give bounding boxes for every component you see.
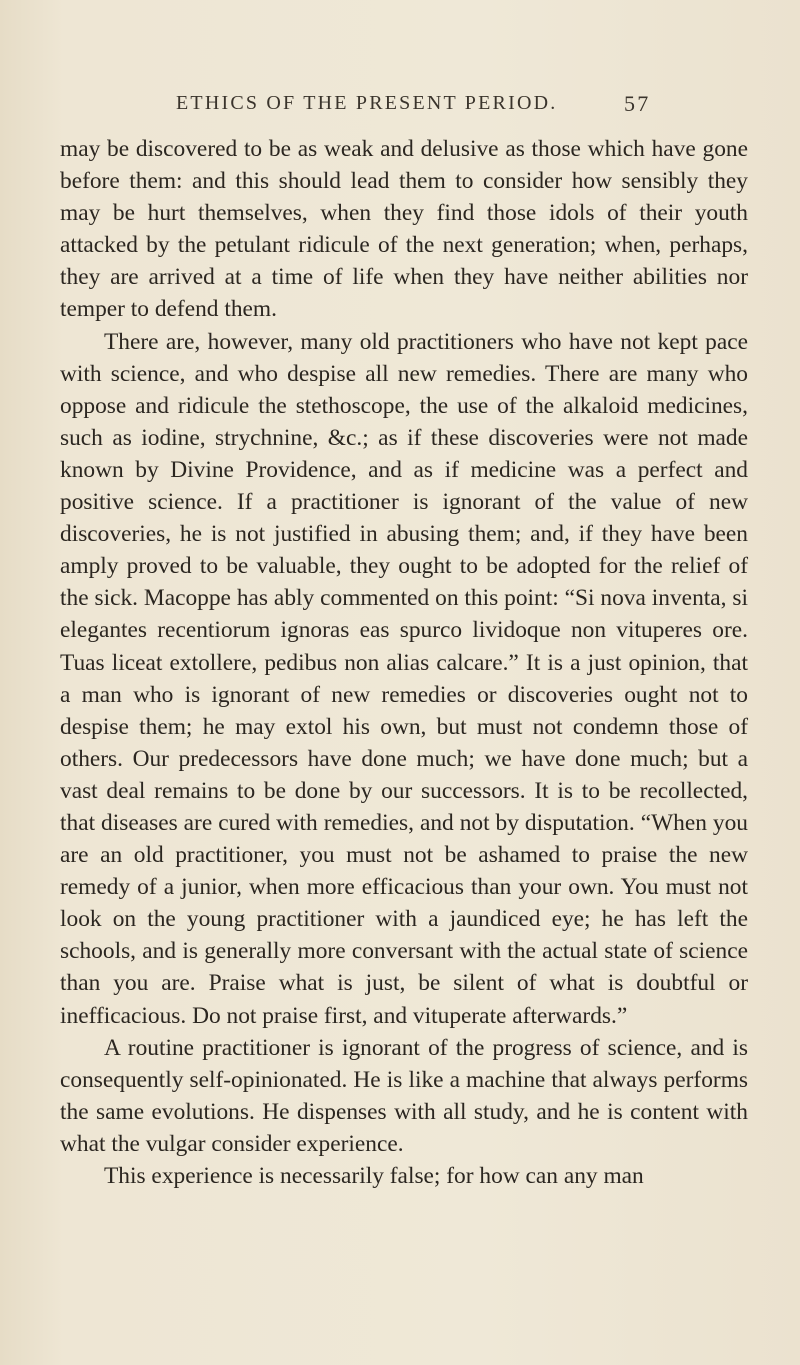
paragraph-4: This experience is necessarily false; for how can any man: [104, 1163, 644, 1189]
running-title: ETHICS OF THE PRESENT PERIOD.: [176, 92, 558, 114]
page-number: 57: [624, 91, 651, 116]
paragraph-1: may be discovered to be as weak and delusive as those which have gone before them: and this should lead them to consider how sensibly they may be hurt themselves, when they find those idols of their youth attacked by the petulant ridicule of the next generation; when, perhaps, they are arrived at a time of life when they have neither abilities nor temper to defend them.: [60, 136, 748, 323]
paragraph-2: There are, however, many old practitioners who have not kept pace with science, and who despise all new remedies. There are many who oppose and ridicule the stethoscope, the use of the alkaloid medicines, such as iodine, strychnine, &c.; as if these discoveries were not made known by Divine Providence, and as if medicine was a perfect and positive science. If a practitioner is ignorant of the value of new discoveries, he is not justified in abusing them; and, if they have been amply proved to be valuable, they ought to be adopted for the relief of the sick. Macoppe has ably commented on this point: “Si nova inventa, si elegantes recentiorum ignoras eas spurco lividoque non vituperes ore. Tuas liceat extollere, pedibus non alias calcare.” It is a just opinion, that a man who is ignorant of new remedies or discoveries ought not to despise them; he may extol his own, but must not condemn those of others. Our predecessors have done much; we have done much; but a vast deal remains to be done by our successors. It is to be recollected, that diseases are cured with remedies, and not by disputation. “When you are an old practitioner, you must not be ashamed to praise the new remedy of a junior, when more efficacious than your own. You must not look on the young practitioner with a jaundiced eye; he has left the schools, and is generally more conversant with the actual state of science than you are. Praise what is just, be silent of what is doubtful or inefficacious. Do not praise first, and vituperate afterwards.”: [60, 328, 748, 1029]
body-text: [60, 133, 748, 1192]
paragraph-3: A routine practitioner is ignorant of the progress of science, and is consequently self-opinionated. He is like a machine that always performs the same evolutions. He dispenses with all study, and he is content with what the vulgar consider experience.: [60, 1034, 748, 1157]
